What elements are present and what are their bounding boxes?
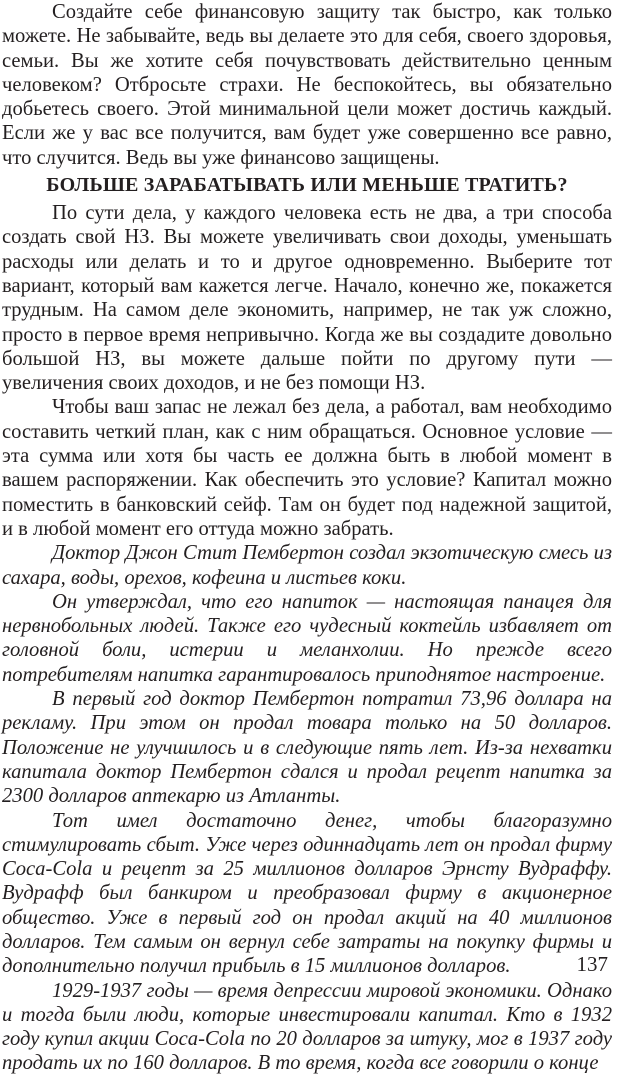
paragraph-panacea: Он утверждал, что его напиток — настоящая панацея для нервнобольных людей. Также его чудесный коктейль избавляет от головной боли, истерии и меланхолии. Но прежде всего потребителям напитка гарантировалось приподнятое настроение.	[2, 590, 612, 686]
paragraph-depression: 1929-1937 годы — время депрессии мировой экономики. Однако и тогда были люди, которые инвестировали капитал. Кто в 1932 году купил акции Coca-Cola по 20 долларов за штуку, мог в 1937 году продать их по 160 долларов. В то время, когда все говорили о конце	[2, 979, 612, 1075]
paragraph-three-ways: По сути дела, у каждого человека есть не два, а три способа создать свой НЗ. Вы можете увеличивать свои доходы, уменьшать расходы или делать и то и другое одновременно. Выберите тот вариант, который вам кажется легче. Начало, конечно же, покажется трудным. На самом деле экономить, например, не так уж сложно, просто в первое время непривычно. Когда же вы создадите довольно большой НЗ, вы можете дальше пойти по другому пути — увеличения своих доходов, и не без помощи НЗ.	[2, 202, 612, 395]
page-body	[2, 0, 612, 1076]
paragraph-financial-protection: Создайте себе финансовую защиту так быстро, как только можете. Не забывайте, ведь вы делаете это для себя, своего здоровья, семьи. Вы же хотите себя почувствовать действительно ценным человеком? Отбросьте страхи. Не беспокойтесь, вы обязательно добьетесь своего. Этой минимальной цели может достичь каждый. Если же у вас все получится, вам будет уже совершенно все равно, что случится. Ведь вы уже финансово защищены.	[2, 1, 612, 169]
paragraph-woodruff: Тот имел достаточно денег, чтобы благоразумно стимулировать сбыт. Уже через одиннадцать лет он продал фирму Coca-Cola и рецепт за 25 миллионов долларов Эрнсту Вудраффу. Вудрафф был банкиром и преобразовал фирму в акционерное общество. Уже в первый год он продал акций на 40 миллионов долларов. Тем самым он вернул себе затраты на покупку фирмы и дополнительно получил прибыль в 15 миллионов долларов.	[2, 809, 612, 978]
paragraph-pemberton-mix: Доктор Джон Стит Пембертон создал экзотическую смесь из сахара, воды, орехов, кофеина и листьев коки.	[2, 542, 612, 589]
page-number: 137	[576, 952, 608, 976]
paragraph-first-year: В первый год доктор Пембертон потратил 73,96 доллара на рекламу. При этом он продал товара только на 50 долларов. Положение не улучшилось и в следующие пять лет. Из-за нехватки капитала доктор Пембертон сдался и продал рецепт напитка за 2300 долларов аптекарю из Атланты.	[2, 688, 612, 808]
section-heading: БОЛЬШЕ ЗАРАБАТЫВАТЬ ИЛИ МЕНЬШЕ ТРАТИТЬ?	[46, 174, 568, 197]
paragraph-plan: Чтобы ваш запас не лежал без дела, а работал, вам необходимо составить четкий план, как с ним обращаться. Основное условие — эта сумма или хотя бы часть ее должна быть в любой момент в вашем распоряжении. Как обеспечить это условие? Капитал можно поместить в банковский сейф. Там он будет под надежной защитой, и в любой момент его оттуда можно забрать.	[2, 396, 612, 540]
